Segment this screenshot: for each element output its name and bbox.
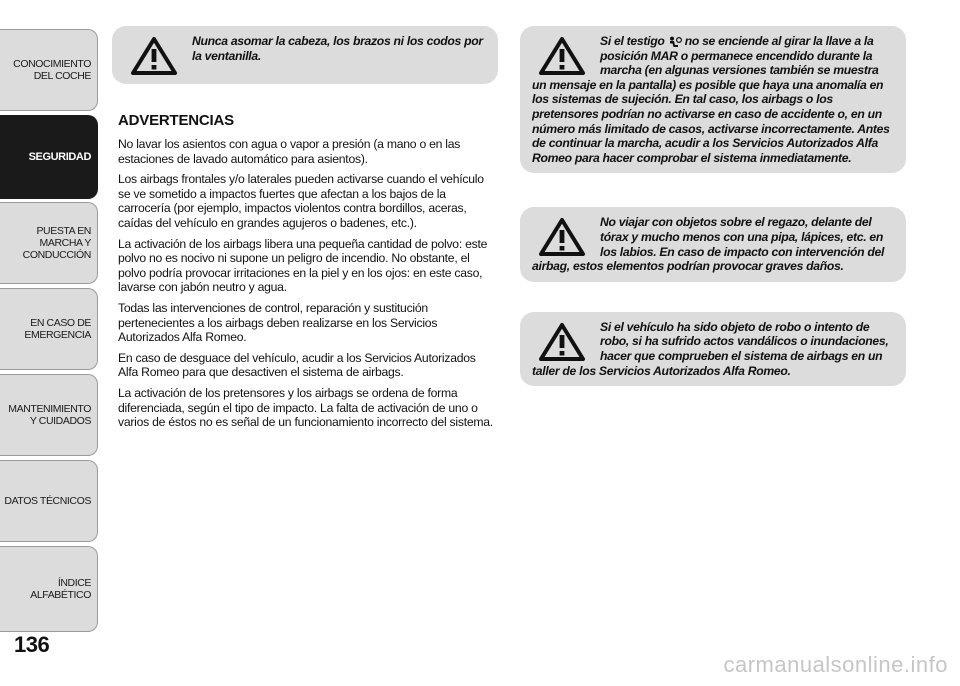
tab-mantenimiento[interactable]	[0, 374, 98, 456]
chapter-tabs	[0, 0, 100, 640]
tab-label: DATOS TÉCNICOS	[4, 495, 91, 507]
tab-puesta-en-marcha[interactable]	[0, 202, 98, 284]
warning-box-airbag-light	[520, 26, 906, 173]
tab-indice-alfabetico[interactable]	[0, 546, 98, 632]
tab-label: MANTENIMIENTO Y CUIDADOS	[8, 403, 91, 427]
paragraph: Todas las intervenciones de control, reparación y sustitución pertenecientes a los airbags deben realizarse en los Servicios Autorizados Alfa Romeo.	[118, 300, 438, 345]
paragraph: Los airbags frontales y/o laterales pueden activarse cuando el vehículo se ve sometido a impactos fuertes que afectan a los bajos de la carrocería (por ejemplo, impactos violentos contra bordillos, aceras, caídas del vehículo en grandes agujeros o badenes, etc.).	[118, 172, 484, 230]
tab-label: EN CASO DE EMERGENCIA	[24, 317, 91, 341]
tab-seguridad[interactable]	[0, 115, 98, 199]
paragraph: La activación de los airbags libera una pequeña cantidad de polvo: este polvo no es nocivo ni supone un peligro de incendio. No obstante, el polvo podría provocar irritaciones en la piel y en los ojos: en este caso, lavarse con jabón neutro y agua.	[118, 236, 488, 295]
tab-label: CONOCIMIENTO DEL COCHE	[13, 58, 91, 82]
paragraph: En caso de desguace del vehículo, acudir a los Servicios Autorizados Alfa Romeo para que desactiven el sistema de airbags.	[118, 350, 476, 380]
warning-text-rest: no se enciende al girar la llave a la posición MAR o permanece encendido durante la marcha (en algunas versiones también se muestra un mensaje en la pantalla) es posible que haya una anomalía en los sistemas de sujeción. En tal caso, los airbags o los pretensores podrían no activarse en caso de accidente o, en un número más limitado de casos, activarse incorrectamente. Antes de continuar la marcha, acudir a los Servicios Autorizados Alfa Romeo para hacer comprobar el sistema inmediatamente.	[532, 34, 890, 165]
tab-label: PUESTA EN MARCHA Y CONDUCCIÓN	[22, 225, 91, 261]
right-column	[520, 26, 906, 386]
watermark: carmanualsonline.info	[723, 652, 948, 677]
warning-triangle-icon	[538, 322, 586, 362]
airbag-warning-light-icon	[668, 36, 682, 48]
tab-label: ÍNDICE ALFABÉTICO	[30, 577, 91, 601]
left-column	[112, 26, 498, 436]
tab-datos-tecnicos[interactable]	[0, 460, 98, 542]
paragraph: No lavar los asientos con agua o vapor a presión (a mano o en las estaciones de lavado automático para asientos).	[118, 137, 461, 166]
paragraph: La activación de los pretensores y los airbags se ordena de forma diferenciada, según el tipo de impacto. La falta de activación de uno o varios de éstos no es señal de un funcionamiento incorrecto del sistema.	[118, 385, 493, 430]
warning-text: Si el vehículo ha sido objeto de robo o intento de robo, si ha sufrido actos vandálicos o inundaciones, hacer que comprueben el sistema de airbags en un taller de los Servicios Autorizados Alfa Romeo.	[532, 319, 889, 378]
warning-triangle-icon	[538, 217, 586, 257]
warning-text: No viajar con objetos sobre el regazo, delante del tórax y mucho menos con una pipa, lápices, etc. en los labios. En caso de impacto con intervención del airbag, estos elementos podrían provocar graves daños.	[532, 215, 885, 274]
warning-triangle-icon	[130, 36, 178, 76]
warning-text: Nunca asomar la cabeza, los brazos ni los codos por la ventanilla.	[192, 34, 483, 63]
warning-triangle-icon	[538, 36, 586, 76]
tab-label: SEGURIDAD	[28, 151, 91, 163]
warning-text-start: Si el testigo	[600, 34, 665, 48]
warning-box-objects	[520, 207, 906, 281]
advertencias-body	[112, 137, 498, 430]
section-heading: ADVERTENCIAS	[118, 112, 234, 129]
tab-conocimiento-del-coche[interactable]	[0, 29, 98, 111]
tab-en-caso-de-emergencia[interactable]	[0, 288, 98, 370]
page-number: 136	[14, 632, 50, 657]
warning-box-theft	[520, 312, 906, 386]
warning-box-head	[112, 26, 498, 84]
